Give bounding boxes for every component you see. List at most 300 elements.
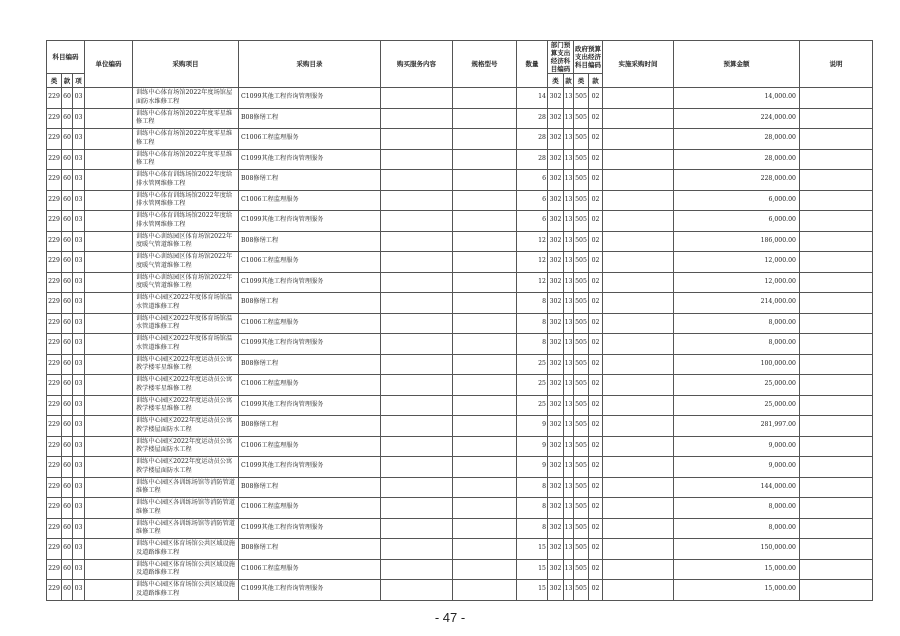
- cell-catalog: B08修缮工程: [239, 108, 381, 129]
- cell-kuan: 60: [62, 293, 73, 314]
- cell-spec: [453, 416, 517, 437]
- cell-amount: 9,000.00: [674, 436, 800, 457]
- cell-gov-kuan: 02: [589, 498, 603, 519]
- header-catalog: 采购目录: [239, 41, 381, 88]
- cell-xiang: 03: [73, 211, 85, 232]
- cell-content: [381, 559, 453, 580]
- cell-content: [381, 539, 453, 560]
- cell-time: [603, 539, 674, 560]
- cell-time: [603, 498, 674, 519]
- cell-quantity: 12: [517, 231, 548, 252]
- cell-kuan: 60: [62, 170, 73, 191]
- cell-quantity: 8: [517, 293, 548, 314]
- cell-lei: 229: [47, 395, 62, 416]
- header-unit-code: 单位编码: [85, 41, 133, 88]
- cell-note: [800, 539, 873, 560]
- cell-amount: 12,000.00: [674, 272, 800, 293]
- header-amount: 预算金额: [674, 41, 800, 88]
- cell-xiang: 03: [73, 149, 85, 170]
- cell-unit-code: [85, 190, 133, 211]
- cell-dept-lei: 302: [548, 580, 564, 601]
- cell-kuan: 60: [62, 436, 73, 457]
- cell-time: [603, 108, 674, 129]
- cell-amount: 25,000.00: [674, 395, 800, 416]
- table-row: [47, 88, 873, 109]
- cell-xiang: 03: [73, 190, 85, 211]
- cell-gov-lei: 505: [574, 190, 589, 211]
- cell-catalog: C1006工程监理服务: [239, 190, 381, 211]
- cell-catalog: C1006工程监理服务: [239, 252, 381, 273]
- table-row: [47, 272, 873, 293]
- table-row: [47, 498, 873, 519]
- cell-lei: 229: [47, 293, 62, 314]
- cell-spec: [453, 457, 517, 478]
- cell-quantity: 12: [517, 272, 548, 293]
- cell-kuan: 60: [62, 88, 73, 109]
- cell-kuan: 60: [62, 580, 73, 601]
- table-row: [47, 477, 873, 498]
- cell-xiang: 03: [73, 518, 85, 539]
- cell-spec: [453, 170, 517, 191]
- cell-gov-kuan: 02: [589, 334, 603, 355]
- cell-gov-kuan: 02: [589, 559, 603, 580]
- cell-spec: [453, 518, 517, 539]
- cell-content: [381, 477, 453, 498]
- cell-content: [381, 313, 453, 334]
- cell-project: 训练中心体育训练场馆2022年度给排水管网维修工程: [133, 170, 239, 191]
- cell-dept-kuan: 13: [564, 149, 574, 170]
- cell-amount: 6,000.00: [674, 190, 800, 211]
- cell-content: [381, 293, 453, 314]
- cell-dept-lei: 302: [548, 211, 564, 232]
- cell-kuan: 60: [62, 252, 73, 273]
- cell-gov-kuan: 02: [589, 252, 603, 273]
- cell-quantity: 28: [517, 149, 548, 170]
- cell-content: [381, 395, 453, 416]
- cell-kuan: 60: [62, 108, 73, 129]
- cell-dept-lei: 302: [548, 375, 564, 396]
- cell-gov-lei: 505: [574, 375, 589, 396]
- cell-spec: [453, 190, 517, 211]
- table-row: [47, 149, 873, 170]
- cell-time: [603, 313, 674, 334]
- cell-gov-kuan: 02: [589, 313, 603, 334]
- cell-lei: 229: [47, 375, 62, 396]
- cell-project: 训练中心园区2022年度运动员公寓教学楼零星维修工程: [133, 354, 239, 375]
- cell-xiang: 03: [73, 539, 85, 560]
- cell-content: [381, 498, 453, 519]
- cell-gov-kuan: 02: [589, 108, 603, 129]
- cell-spec: [453, 334, 517, 355]
- cell-note: [800, 375, 873, 396]
- cell-dept-lei: 302: [548, 436, 564, 457]
- cell-note: [800, 436, 873, 457]
- cell-project: 训练中心园区2022年度体育场馆温水管道维修工程: [133, 334, 239, 355]
- header-gov-kuan: 款: [589, 74, 603, 88]
- cell-spec: [453, 580, 517, 601]
- cell-time: [603, 129, 674, 150]
- cell-quantity: 14: [517, 88, 548, 109]
- cell-spec: [453, 88, 517, 109]
- cell-dept-kuan: 13: [564, 498, 574, 519]
- cell-unit-code: [85, 354, 133, 375]
- cell-dept-kuan: 13: [564, 293, 574, 314]
- cell-lei: 229: [47, 272, 62, 293]
- cell-content: [381, 457, 453, 478]
- cell-project: 训练中心体育训练场馆2022年度给排水管网维修工程: [133, 190, 239, 211]
- cell-dept-kuan: 13: [564, 129, 574, 150]
- cell-content: [381, 436, 453, 457]
- cell-unit-code: [85, 211, 133, 232]
- cell-amount: 214,000.00: [674, 293, 800, 314]
- cell-lei: 229: [47, 539, 62, 560]
- cell-kuan: 60: [62, 416, 73, 437]
- cell-xiang: 03: [73, 88, 85, 109]
- cell-xiang: 03: [73, 170, 85, 191]
- cell-kuan: 60: [62, 539, 73, 560]
- cell-amount: 15,000.00: [674, 559, 800, 580]
- header-spec: 规格型号: [453, 41, 517, 88]
- cell-project: 训练中心体育场馆2022年度零星维修工程: [133, 108, 239, 129]
- cell-dept-lei: 302: [548, 539, 564, 560]
- cell-time: [603, 457, 674, 478]
- cell-unit-code: [85, 272, 133, 293]
- cell-content: [381, 108, 453, 129]
- cell-time: [603, 416, 674, 437]
- cell-xiang: 03: [73, 252, 85, 273]
- header-kuan: 款: [62, 74, 73, 88]
- cell-dept-kuan: 13: [564, 457, 574, 478]
- cell-gov-lei: 505: [574, 231, 589, 252]
- cell-xiang: 03: [73, 231, 85, 252]
- cell-gov-kuan: 02: [589, 539, 603, 560]
- cell-amount: 281,997.00: [674, 416, 800, 437]
- cell-lei: 229: [47, 457, 62, 478]
- cell-project: 训练中心园区体育场馆公共区域设施及道路维修工程: [133, 559, 239, 580]
- cell-lei: 229: [47, 108, 62, 129]
- cell-gov-lei: 505: [574, 580, 589, 601]
- cell-unit-code: [85, 252, 133, 273]
- cell-quantity: 9: [517, 416, 548, 437]
- cell-gov-lei: 505: [574, 354, 589, 375]
- cell-amount: 9,000.00: [674, 457, 800, 478]
- cell-project: 训练中心园区各训练场馆等消防管道维修工程: [133, 498, 239, 519]
- cell-quantity: 25: [517, 354, 548, 375]
- cell-note: [800, 313, 873, 334]
- cell-content: [381, 416, 453, 437]
- table-row: [47, 293, 873, 314]
- cell-catalog: C1099其他工程咨询管理服务: [239, 580, 381, 601]
- cell-dept-kuan: 13: [564, 108, 574, 129]
- cell-time: [603, 334, 674, 355]
- cell-unit-code: [85, 518, 133, 539]
- cell-catalog: C1099其他工程咨询管理服务: [239, 457, 381, 478]
- cell-dept-lei: 302: [548, 170, 564, 191]
- cell-note: [800, 334, 873, 355]
- cell-kuan: 60: [62, 129, 73, 150]
- cell-project: 训练中心园区2022年度运动员公寓教学楼屋面防水工程: [133, 436, 239, 457]
- cell-content: [381, 518, 453, 539]
- cell-lei: 229: [47, 477, 62, 498]
- cell-gov-kuan: 02: [589, 231, 603, 252]
- cell-content: [381, 252, 453, 273]
- cell-dept-lei: 302: [548, 129, 564, 150]
- cell-note: [800, 498, 873, 519]
- cell-amount: 224,000.00: [674, 108, 800, 129]
- cell-gov-lei: 505: [574, 334, 589, 355]
- cell-amount: 8,000.00: [674, 498, 800, 519]
- cell-quantity: 8: [517, 518, 548, 539]
- cell-lei: 229: [47, 149, 62, 170]
- cell-gov-kuan: 02: [589, 375, 603, 396]
- cell-catalog: C1006工程监理服务: [239, 375, 381, 396]
- cell-kuan: 60: [62, 477, 73, 498]
- cell-dept-kuan: 13: [564, 375, 574, 396]
- cell-kuan: 60: [62, 498, 73, 519]
- cell-note: [800, 293, 873, 314]
- cell-spec: [453, 108, 517, 129]
- cell-dept-lei: 302: [548, 395, 564, 416]
- cell-gov-kuan: 02: [589, 395, 603, 416]
- cell-catalog: B08修缮工程: [239, 416, 381, 437]
- cell-amount: 100,000.00: [674, 354, 800, 375]
- cell-note: [800, 129, 873, 150]
- cell-project: 训练中心园区体育场馆公共区域设施及道路维修工程: [133, 539, 239, 560]
- cell-dept-lei: 302: [548, 231, 564, 252]
- cell-xiang: 03: [73, 436, 85, 457]
- cell-spec: [453, 436, 517, 457]
- cell-amount: 15,000.00: [674, 580, 800, 601]
- cell-unit-code: [85, 416, 133, 437]
- header-subject-code: 科目编码: [47, 41, 85, 74]
- cell-project: 训练中心园区2022年度体育场馆温水管道维修工程: [133, 293, 239, 314]
- cell-lei: 229: [47, 436, 62, 457]
- cell-content: [381, 190, 453, 211]
- cell-project: 训练中心园区体育场馆公共区域设施及道路维修工程: [133, 580, 239, 601]
- cell-catalog: C1099其他工程咨询管理服务: [239, 149, 381, 170]
- cell-content: [381, 354, 453, 375]
- table-row: [47, 334, 873, 355]
- cell-unit-code: [85, 108, 133, 129]
- header-note: 说明: [800, 41, 873, 88]
- cell-quantity: 28: [517, 108, 548, 129]
- cell-catalog: C1099其他工程咨询管理服务: [239, 272, 381, 293]
- cell-gov-kuan: 02: [589, 149, 603, 170]
- cell-kuan: 60: [62, 272, 73, 293]
- cell-quantity: 8: [517, 477, 548, 498]
- cell-gov-lei: 505: [574, 293, 589, 314]
- cell-note: [800, 518, 873, 539]
- cell-gov-lei: 505: [574, 252, 589, 273]
- cell-amount: 8,000.00: [674, 334, 800, 355]
- cell-dept-lei: 302: [548, 313, 564, 334]
- cell-gov-lei: 505: [574, 395, 589, 416]
- cell-time: [603, 436, 674, 457]
- cell-lei: 229: [47, 518, 62, 539]
- cell-content: [381, 272, 453, 293]
- cell-kuan: 60: [62, 149, 73, 170]
- header-gov-lei: 类: [574, 74, 589, 88]
- cell-lei: 229: [47, 211, 62, 232]
- cell-kuan: 60: [62, 211, 73, 232]
- cell-dept-lei: 302: [548, 149, 564, 170]
- cell-project: 训练中心训练园区体育场馆2022年度暖气管道维修工程: [133, 252, 239, 273]
- cell-lei: 229: [47, 559, 62, 580]
- cell-xiang: 03: [73, 272, 85, 293]
- cell-gov-lei: 505: [574, 539, 589, 560]
- cell-note: [800, 457, 873, 478]
- table-row: [47, 170, 873, 191]
- cell-time: [603, 580, 674, 601]
- cell-project: 训练中心园区2022年度体育场馆温水管道维修工程: [133, 313, 239, 334]
- cell-amount: 144,000.00: [674, 477, 800, 498]
- cell-dept-kuan: 13: [564, 559, 574, 580]
- cell-catalog: C1099其他工程咨询管理服务: [239, 395, 381, 416]
- cell-content: [381, 231, 453, 252]
- cell-kuan: 60: [62, 559, 73, 580]
- cell-amount: 228,000.00: [674, 170, 800, 191]
- cell-content: [381, 334, 453, 355]
- cell-dept-kuan: 13: [564, 170, 574, 191]
- cell-content: [381, 149, 453, 170]
- header-project: 采购项目: [133, 41, 239, 88]
- cell-dept-kuan: 13: [564, 539, 574, 560]
- cell-note: [800, 170, 873, 191]
- cell-xiang: 03: [73, 498, 85, 519]
- cell-gov-lei: 505: [574, 518, 589, 539]
- cell-gov-lei: 505: [574, 108, 589, 129]
- cell-quantity: 8: [517, 334, 548, 355]
- cell-quantity: 6: [517, 211, 548, 232]
- cell-unit-code: [85, 436, 133, 457]
- cell-gov-lei: 505: [574, 129, 589, 150]
- cell-time: [603, 477, 674, 498]
- cell-unit-code: [85, 313, 133, 334]
- cell-note: [800, 272, 873, 293]
- cell-catalog: B08修缮工程: [239, 293, 381, 314]
- cell-catalog: C1099其他工程咨询管理服务: [239, 518, 381, 539]
- cell-gov-kuan: 02: [589, 477, 603, 498]
- table-row: [47, 231, 873, 252]
- cell-spec: [453, 477, 517, 498]
- cell-gov-lei: 505: [574, 457, 589, 478]
- cell-catalog: C1006工程监理服务: [239, 436, 381, 457]
- budget-table: [46, 40, 873, 601]
- cell-dept-kuan: 13: [564, 88, 574, 109]
- cell-gov-kuan: 02: [589, 457, 603, 478]
- cell-gov-kuan: 02: [589, 293, 603, 314]
- cell-content: [381, 170, 453, 191]
- cell-dept-kuan: 13: [564, 313, 574, 334]
- cell-unit-code: [85, 559, 133, 580]
- cell-unit-code: [85, 498, 133, 519]
- cell-time: [603, 559, 674, 580]
- cell-unit-code: [85, 231, 133, 252]
- cell-project: 训练中心园区2022年度运动员公寓教学楼屋面防水工程: [133, 457, 239, 478]
- cell-kuan: 60: [62, 395, 73, 416]
- cell-note: [800, 108, 873, 129]
- cell-amount: 6,000.00: [674, 211, 800, 232]
- cell-quantity: 9: [517, 436, 548, 457]
- table-row: [47, 457, 873, 478]
- table-row: [47, 518, 873, 539]
- cell-unit-code: [85, 170, 133, 191]
- page-number: - 47 -: [434, 610, 466, 625]
- table-row: [47, 416, 873, 437]
- cell-catalog: C1006工程监理服务: [239, 313, 381, 334]
- cell-time: [603, 395, 674, 416]
- cell-xiang: 03: [73, 313, 85, 334]
- cell-gov-lei: 505: [574, 211, 589, 232]
- cell-project: 训练中心园区各训练场馆等消防管道维修工程: [133, 518, 239, 539]
- table-row: [47, 395, 873, 416]
- cell-xiang: 03: [73, 334, 85, 355]
- cell-kuan: 60: [62, 457, 73, 478]
- cell-quantity: 8: [517, 313, 548, 334]
- cell-lei: 229: [47, 354, 62, 375]
- cell-amount: 14,000.00: [674, 88, 800, 109]
- cell-dept-lei: 302: [548, 108, 564, 129]
- cell-lei: 229: [47, 498, 62, 519]
- cell-dept-lei: 302: [548, 559, 564, 580]
- header-content: 购买服务内容: [381, 41, 453, 88]
- cell-dept-lei: 302: [548, 190, 564, 211]
- cell-unit-code: [85, 88, 133, 109]
- cell-gov-lei: 505: [574, 170, 589, 191]
- cell-quantity: 12: [517, 252, 548, 273]
- cell-time: [603, 149, 674, 170]
- cell-content: [381, 88, 453, 109]
- header-time: 实施采购时间: [603, 41, 674, 88]
- cell-project: 训练中心园区2022年度运动员公寓教学楼零星维修工程: [133, 395, 239, 416]
- table-row: [47, 313, 873, 334]
- cell-dept-lei: 302: [548, 416, 564, 437]
- cell-kuan: 60: [62, 375, 73, 396]
- cell-quantity: 6: [517, 190, 548, 211]
- cell-dept-lei: 302: [548, 498, 564, 519]
- header-dept-code: 部门预算支出经济科目编码: [548, 41, 574, 74]
- cell-spec: [453, 395, 517, 416]
- cell-catalog: B08修缮工程: [239, 539, 381, 560]
- cell-lei: 229: [47, 252, 62, 273]
- table-row: [47, 252, 873, 273]
- header-lei: 类: [47, 74, 62, 88]
- cell-note: [800, 477, 873, 498]
- cell-note: [800, 231, 873, 252]
- cell-lei: 229: [47, 170, 62, 191]
- cell-kuan: 60: [62, 190, 73, 211]
- cell-lei: 229: [47, 334, 62, 355]
- cell-dept-kuan: 13: [564, 477, 574, 498]
- cell-xiang: 03: [73, 477, 85, 498]
- cell-xiang: 03: [73, 416, 85, 437]
- cell-dept-kuan: 13: [564, 518, 574, 539]
- cell-unit-code: [85, 539, 133, 560]
- cell-quantity: 9: [517, 457, 548, 478]
- cell-lei: 229: [47, 313, 62, 334]
- cell-catalog: C1006工程监理服务: [239, 129, 381, 150]
- cell-dept-lei: 302: [548, 334, 564, 355]
- cell-spec: [453, 498, 517, 519]
- cell-quantity: 25: [517, 395, 548, 416]
- cell-kuan: 60: [62, 354, 73, 375]
- header-xiang: 项: [73, 74, 85, 88]
- cell-time: [603, 170, 674, 191]
- cell-gov-kuan: 02: [589, 580, 603, 601]
- cell-gov-lei: 505: [574, 498, 589, 519]
- cell-time: [603, 518, 674, 539]
- cell-note: [800, 149, 873, 170]
